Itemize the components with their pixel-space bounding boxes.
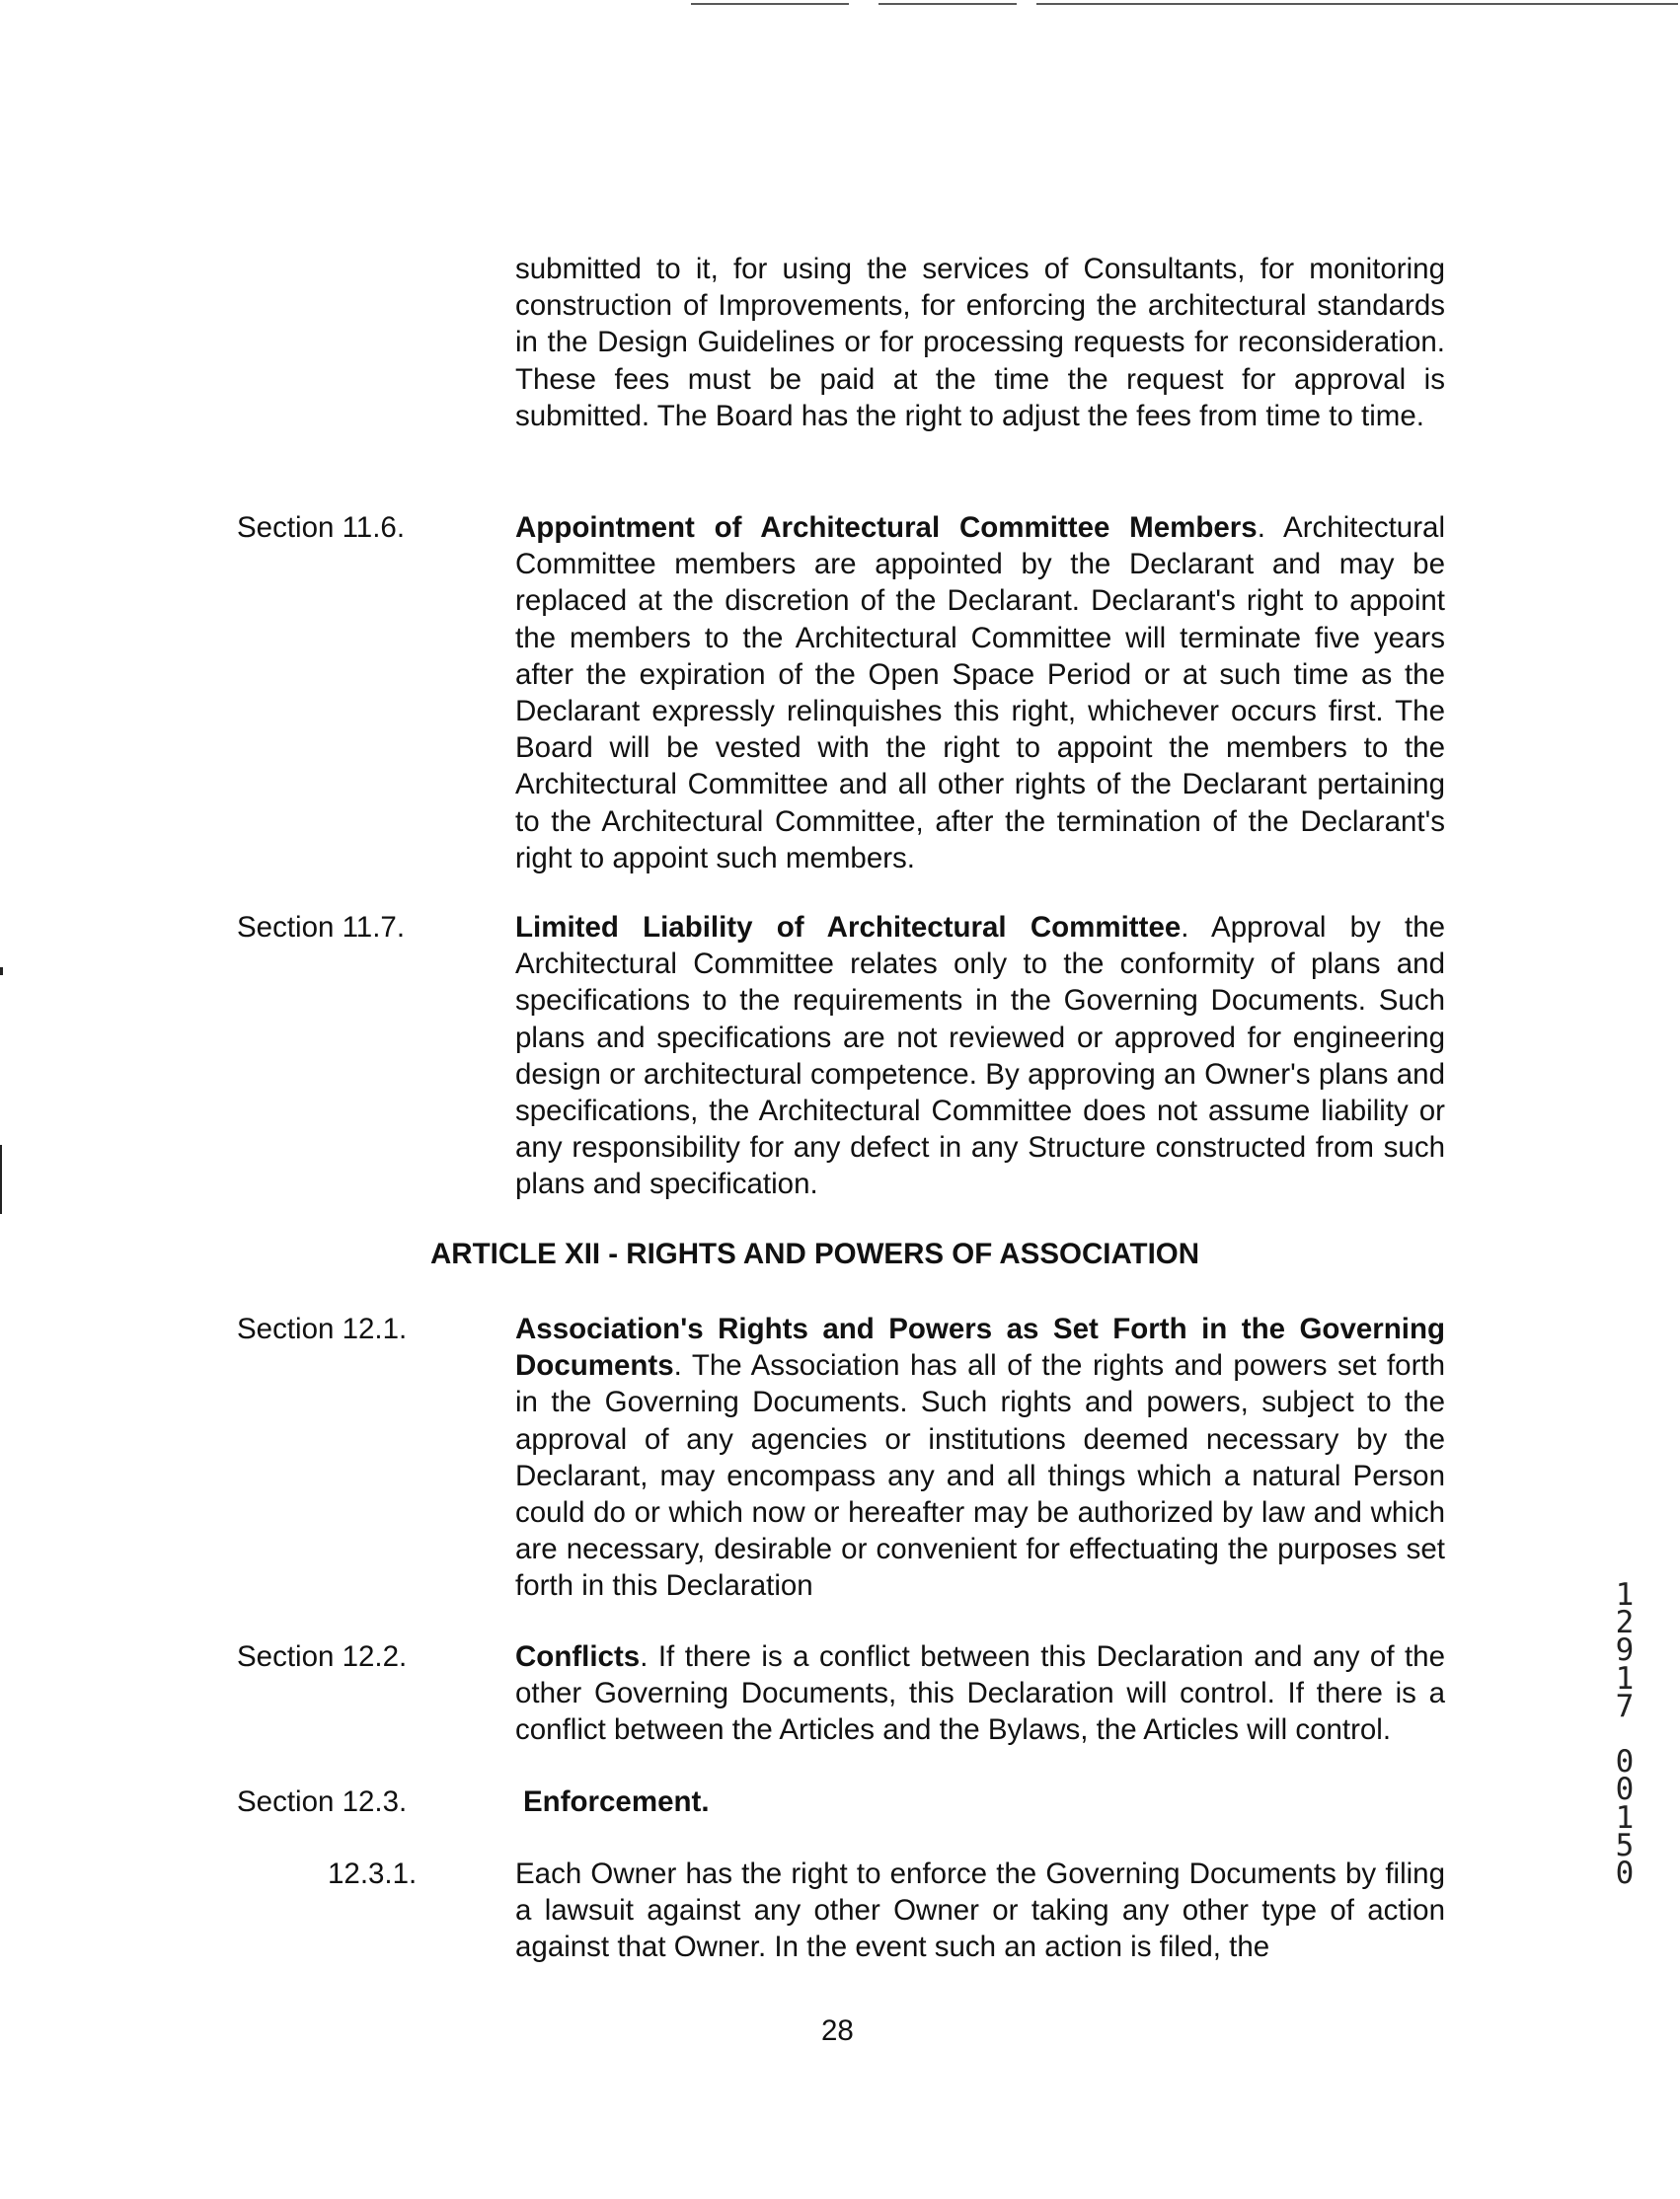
section-title: Appointment of Architectural Committee Members bbox=[515, 511, 1258, 544]
section-paragraph: Conflicts. If there is a conflict between this Declaration and any of the other Governing Documents, this Declaration will control. If there is a conflict between the Articles and the Bylaws, the Articles will control. bbox=[515, 1640, 1445, 1747]
recording-stamp-character: 0 bbox=[1615, 1772, 1635, 1808]
section-title: Limited Liability of Architectural Committee bbox=[515, 911, 1182, 944]
recording-stamp bbox=[1607, 1577, 1642, 1892]
continuation-paragraph: submitted to it, for using the services of Consultants, for monitoring construction of Improvements, for enforcing the architectural standards in the Design Guidelines or for processing requests for reconsideration. These fees must be paid at the time the request for approval is submitted. The Board has the right to adjust the fees from time to time. bbox=[515, 253, 1445, 432]
section-text: Approval by the Architectural Committee relates only to the conformity of plans and specifications to the requirements in the Governing Documents. Such plans and specifications are not reviewed or approved for engineering design or architectural competence. By approving an Owner's plans and specifications, the Architectural Committee does not assume liability or any responsibility for any defect in any Structure constructed from such plans and specification. bbox=[515, 911, 1446, 1201]
section-text: The Association has all of the rights and powers set forth in the Governing Documents. Such rights and powers, subject to the approval of any agencies or institutions deemed necessary by the Declarant, may encompass any and all things which a natural Person could do or which now or hereafter may be authorized by law and which are necessary, desirable or convenient for effectuating the purposes set forth in this Declaration bbox=[515, 1349, 1445, 1603]
section-title: Association's Rights and Powers as Set Forth in the Governing Documents bbox=[515, 1313, 1445, 1383]
section-label: Section 12.2. bbox=[237, 1640, 408, 1673]
recording-stamp-character: 0 bbox=[1615, 1744, 1635, 1781]
scan-artifact-top-line bbox=[691, 3, 1678, 5]
section-label: Section 11.6. bbox=[237, 511, 406, 544]
recording-stamp-character: 7 bbox=[1615, 1688, 1635, 1724]
scan-artifact-left-mark bbox=[0, 1145, 2, 1214]
subsection-paragraph: Each Owner has the right to enforce the Governing Documents by filing a lawsuit against any other Owner or taking any other type of action against that Owner. In the event such an action is filed, the bbox=[515, 1858, 1445, 1964]
section-title: Conflicts bbox=[515, 1640, 641, 1673]
recording-stamp-character: 1 bbox=[1615, 1799, 1635, 1836]
section-title: Enforcement. bbox=[523, 1785, 710, 1818]
section-label: Section 11.7. bbox=[237, 911, 406, 944]
section-paragraph: Limited Liability of Architectural Committee. Approval by the Architectural Committee relates only to the conformity of plans and specifications to the requirements in the Governing Documents. Such plans and specifications are not reviewed or approved for engineering design or architectural competence. By approving an Owner's plans and specifications, the Architectural Committee does not assume liability or any responsibility for any defect in any Structure constructed from such plans and specification. bbox=[515, 911, 1446, 1201]
section-text: Architectural Committee members are appointed by the Declarant and may be replaced at the discretion of the Declarant. Declarant's right to appoint the members to the Architectural Committee will terminate five years after the expiration of the Open Space Period or at such time as the Declarant expressly relinquishes this right, whichever occurs first. The Board will be vested with the right to appoint the members to the Architectural Committee and all other rights of the Declarant pertaining to the Architectural Committee, after the termination of the Declarant's right to appoint such members. bbox=[515, 511, 1445, 874]
section-label: Section 12.3. bbox=[237, 1785, 408, 1818]
page-number: 28 bbox=[821, 2014, 854, 2047]
section-label: Section 12.1. bbox=[237, 1313, 408, 1345]
section-text: If there is a conflict between this Declaration and any of the other Governing Documents, this Declaration will control. If there is a conflict between the Articles and the Bylaws, the Articles will control. bbox=[515, 1640, 1445, 1747]
recording-stamp-character: 1 bbox=[1615, 1577, 1635, 1613]
recording-stamp-text bbox=[1607, 1577, 1642, 1892]
recording-stamp-character: 9 bbox=[1615, 1632, 1635, 1669]
scan-artifact-left-mark bbox=[0, 967, 3, 975]
recording-stamp-character: 2 bbox=[1615, 1605, 1635, 1641]
article-heading: ARTICLE XII - RIGHTS AND POWERS OF ASSOCIATION bbox=[430, 1238, 1200, 1270]
section-paragraph: Appointment of Architectural Committee Members. Architectural Committee members are appointed by the Declarant and may be replaced at the discretion of the Declarant. Declarant's right to appoint the members to the Architectural Committee will terminate five years after the expiration of the Open Space Period or at such time as the Declarant expressly relinquishes this right, whichever occurs first. The Board will be vested with the right to appoint the members to the Architectural Committee and all other rights of the Declarant pertaining to the Architectural Committee, after the termination of the Declarant's right to appoint such members. bbox=[515, 511, 1445, 874]
subsection-label: 12.3.1. bbox=[328, 1858, 418, 1890]
section-paragraph: Association's Rights and Powers as Set Forth in the Governing Documents. The Association has all of the rights and powers set forth in the Governing Documents. Such rights and powers, subject to the approval of any agencies or institutions deemed necessary by the Declarant, may encompass any and all things which a natural Person could do or which now or hereafter may be authorized by law and which are necessary, desirable or convenient for effectuating the purposes set forth in this Declaration bbox=[515, 1313, 1445, 1603]
recording-stamp-character: 1 bbox=[1615, 1660, 1635, 1697]
recording-stamp-character: 5 bbox=[1615, 1827, 1635, 1863]
recording-stamp-character: 0 bbox=[1615, 1856, 1635, 1892]
